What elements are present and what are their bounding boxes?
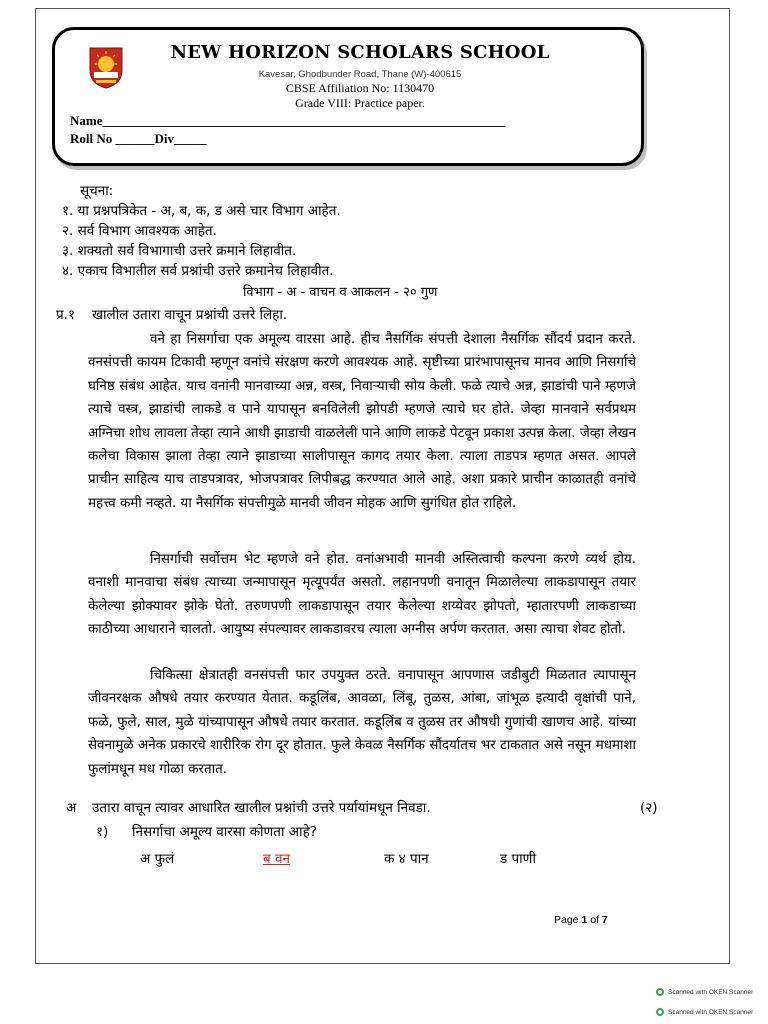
option-a: अ फुलं	[140, 851, 175, 867]
passage-paragraph-1: वने हा निसर्गाचा एक अमूल्य वारसा आहे. हीच नैसर्गिक संपत्ती देशाला नैसर्गिक सौंदर्य प्रदान करते. वनसंपत्ती कायम टिकावी म्हणून वनांचे संरक्षण करणे आवश्यक आहे. सृष्टीच्या प्रारंभापासूनच मानव आणि निसर्गाचे घनिष्ठ संबंध आहेत. याच वनांनी मानवाच्या अन्न, वस्त्र, निवाऱ्याची सोय केली. फळे त्याचे अन्न, झाडांची पाने म्हणजे त्याचे वस्त्र, झाडांची लाकडे व पाने यापासून बनविलेली झोपडी म्हणजे त्याचे घर होते. जेव्हा मानवाने सर्वप्रथम अग्निचा शोध लावला तेव्हा त्याने आधी झाडाची वाळलेली पाने आणि लाकडे पेटवून प्रकाश उत्पन्न केला. जेव्हा लेखन कलेचा विकास झाला तेव्हा त्याने झाडाच्या सालीपासून कागद तयार केला. त्याला ताडपत्र म्हणत असत. आपले प्राचीन साहित्य याच ताडपत्रावर, भोजपत्रावर लिपीबद्ध करण्यात आले आहे. अशा प्रकारे प्राचीन काळातही वनांचे महत्त्व कमी नव्हते. या नैसर्गिक संपत्तीमुळे मानवी जीवन मोहक आणि सुगंधित होत राहिले.	[88, 332, 636, 511]
option-b-marked-answer: ब वन	[263, 851, 290, 867]
scanner-icon	[656, 1008, 664, 1016]
section-heading: विभाग - अ - वाचन व आकलन - २० गुण	[243, 285, 438, 300]
instruction-item: ३. शक्यतो सर्व विभागाची उत्तरे क्रमाने लिहावीत.	[62, 243, 297, 259]
school-name: NEW HORIZON SCHOLARS SCHOOL	[170, 42, 550, 63]
instruction-item: १. या प्रश्नपत्रिकेत - अ, ब, क, ड असे चार विभाग आहेत.	[62, 203, 341, 219]
passage-paragraph-2: निसर्गाची सर्वोत्तम भेट म्हणजे वने होत. वनांअभावी मानवी अस्तित्वाची कल्पना करणे व्यर्थ होय. वनाशी मानवाचा संबंध त्याच्या जन्मापासून मृत्यूपर्यंत असतो. लहानपणी वनातून मिळालेल्या लाकडापासून तयार केलेल्या झोक्यावर झोके घेतो. तरुणपणी लाकडापासून तयार केलेल्या शय्येवर झोपतो, म्हातारपणी लाकडाच्या काठीच्या आधाराने चालतो. आयुष्य संपल्यावर लाकडावरच त्याला अग्नीस अर्पण करतात. असा त्याचा शेवट होतो.	[88, 552, 636, 638]
school-address: Kavesar, Ghodbunder Road, Thane (W)-400615	[258, 69, 462, 80]
scanner-watermark: Scanned with OKEN Scanner	[656, 988, 753, 996]
instruction-item: २. सर्व विभाग आवश्यक आहेत.	[62, 223, 217, 239]
instruction-item: ४. एकाच विभातील सर्व प्रश्नांची उत्तरे क्रमानेच लिहावीत.	[62, 263, 334, 279]
roll-div-field: Roll No ______Div_____	[70, 131, 207, 146]
scanner-watermark: Scanned with OKEN Scanner	[656, 1008, 753, 1016]
school-logo	[86, 44, 126, 90]
grade-title: Grade VIII: Practice paper.	[295, 96, 425, 110]
question-prompt: खालील उतारा वाचून प्रश्नांची उत्तरे लिहा.	[92, 307, 288, 323]
option-c: क ४ पान	[384, 851, 429, 867]
scanner-icon	[656, 988, 664, 996]
subquestion-label: अ	[66, 800, 77, 816]
instructions-title: सूचना:	[80, 183, 114, 199]
mcq-number: १)	[96, 824, 109, 840]
question-number: प्र.१	[56, 307, 75, 323]
option-d: ड पाणी	[500, 851, 536, 867]
mcq-question: निसर्गाचा अमूल्य वारसा कोणता आहे?	[132, 824, 317, 840]
subquestion-text: उतारा वाचून त्यावर आधारित खालील प्रश्नांची उत्तरे पर्यायांमधून निवडा.	[92, 800, 431, 816]
passage-paragraph-3: चिकित्सा क्षेत्रातही वनसंपत्ती फार उपयुक्त ठरते. वनापासून आपणास जडीबुटी मिळतात त्यापासून जीवनरक्षक औषधे तयार करण्यात येतात. कडूलिंब, आवळा, लिंबू, तुळस, आंबा, जांभूळ इत्यादी वृक्षांची पाने, फळे, फुले, साल, मुळे यांच्यापासून औषधे तयार करतात. कडूलिंब व तुळस तर औषधी गुणांची खाणच आहे. यांच्या सेवनामुळे अनेक प्रकारचे शारीरिक रोग दूर होतात. फुले केवळ नैसर्गिक सौंदर्यातच भर टाकतात असे नसून मधमाशा फुलांमधून मध गोळा करतात.	[88, 668, 636, 777]
page-number: Page 1 of 7	[554, 914, 608, 926]
subquestion-marks: (२)	[640, 800, 658, 816]
name-field: Name______________________________________________________________	[70, 113, 506, 128]
affiliation-number: CBSE Affiliation No: 1130470	[285, 81, 435, 95]
